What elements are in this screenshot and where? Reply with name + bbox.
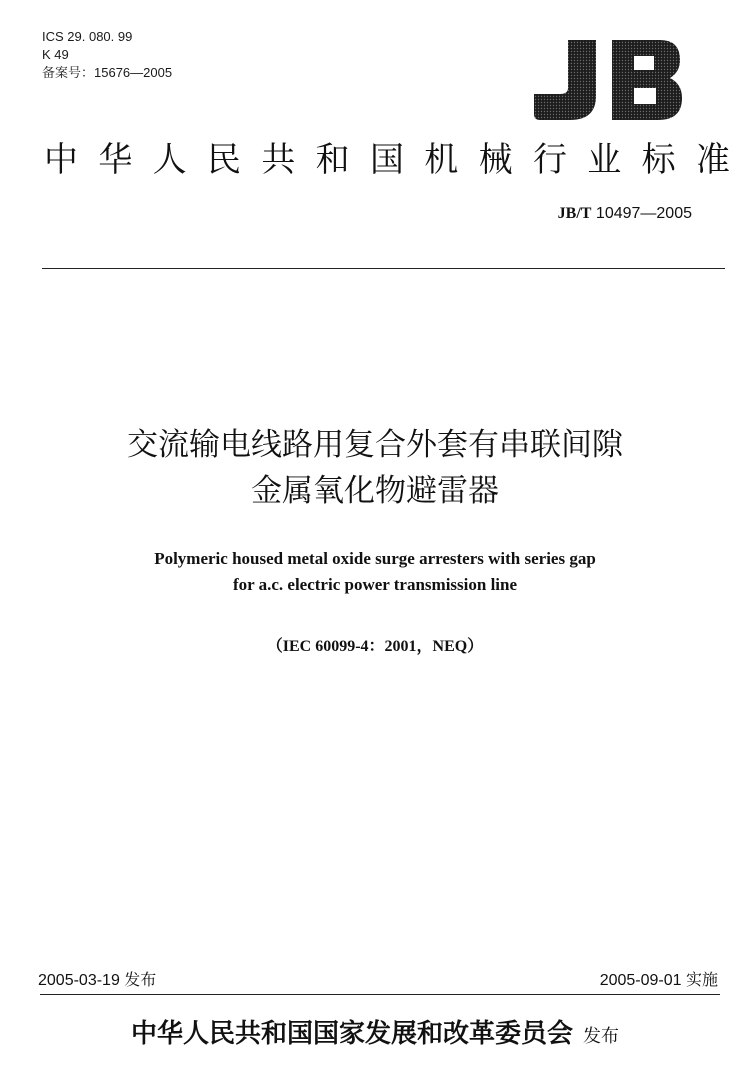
- issuing-authority: [0, 1014, 750, 1057]
- standard-prefix: JB/T: [557, 205, 592, 222]
- industry-title-char: 机: [424, 140, 459, 180]
- industry-title-char: 标: [641, 140, 676, 180]
- english-title: [0, 546, 750, 598]
- iec-equivalence: （IEC 60099-4：2001，NEQ）: [266, 638, 484, 655]
- issue-date: 2005-03-19 发布: [38, 972, 157, 989]
- industry-title-char: 华: [98, 140, 133, 180]
- industry-title-char: 行: [532, 140, 567, 180]
- jb-logo: [534, 38, 684, 122]
- issuer-action: 发布: [583, 1026, 619, 1047]
- english-title-line-1: Polymeric housed metal oxide surge arresters with series gap: [154, 549, 596, 568]
- industry-title-char: 中: [44, 140, 78, 180]
- chinese-title: [0, 422, 750, 514]
- top-divider: [42, 268, 725, 269]
- industry-title-char: 民: [206, 140, 241, 180]
- industry-title-char: 共: [261, 140, 296, 180]
- chinese-title-line-2: 金属氧化物避雷器: [251, 473, 499, 509]
- industry-title-char: 人: [152, 140, 187, 180]
- ics-code: ICS 29. 080. 99: [42, 29, 133, 44]
- industry-title-char: 国: [369, 140, 404, 180]
- industry-title-char: 和: [315, 140, 350, 180]
- bottom-divider: [40, 994, 720, 995]
- record-number: 备案号：15676—2005: [42, 65, 173, 80]
- industry-title-char: 业: [587, 140, 622, 180]
- industry-title-char: 械: [478, 140, 513, 180]
- jb-logo-graphic: [534, 38, 684, 122]
- chinese-title-line-1: 交流输电线路用复合外套有串联间隙: [127, 427, 623, 463]
- standard-code: 10497—2005: [591, 205, 692, 222]
- standard-number: [558, 204, 692, 224]
- issuer-organization: 中华人民共和国国家发展和改革委员会: [130, 1019, 573, 1049]
- industry-standard-title: [44, 138, 730, 182]
- jb-logo-text: [534, 122, 535, 123]
- english-title-line-2: for a.c. electric power transmission line: [232, 575, 518, 594]
- header-metadata: [42, 28, 172, 82]
- industry-title-char: 准: [695, 140, 730, 180]
- classification-code: K 49: [42, 47, 69, 62]
- implementation-date: 2005-09-01 实施: [599, 972, 718, 989]
